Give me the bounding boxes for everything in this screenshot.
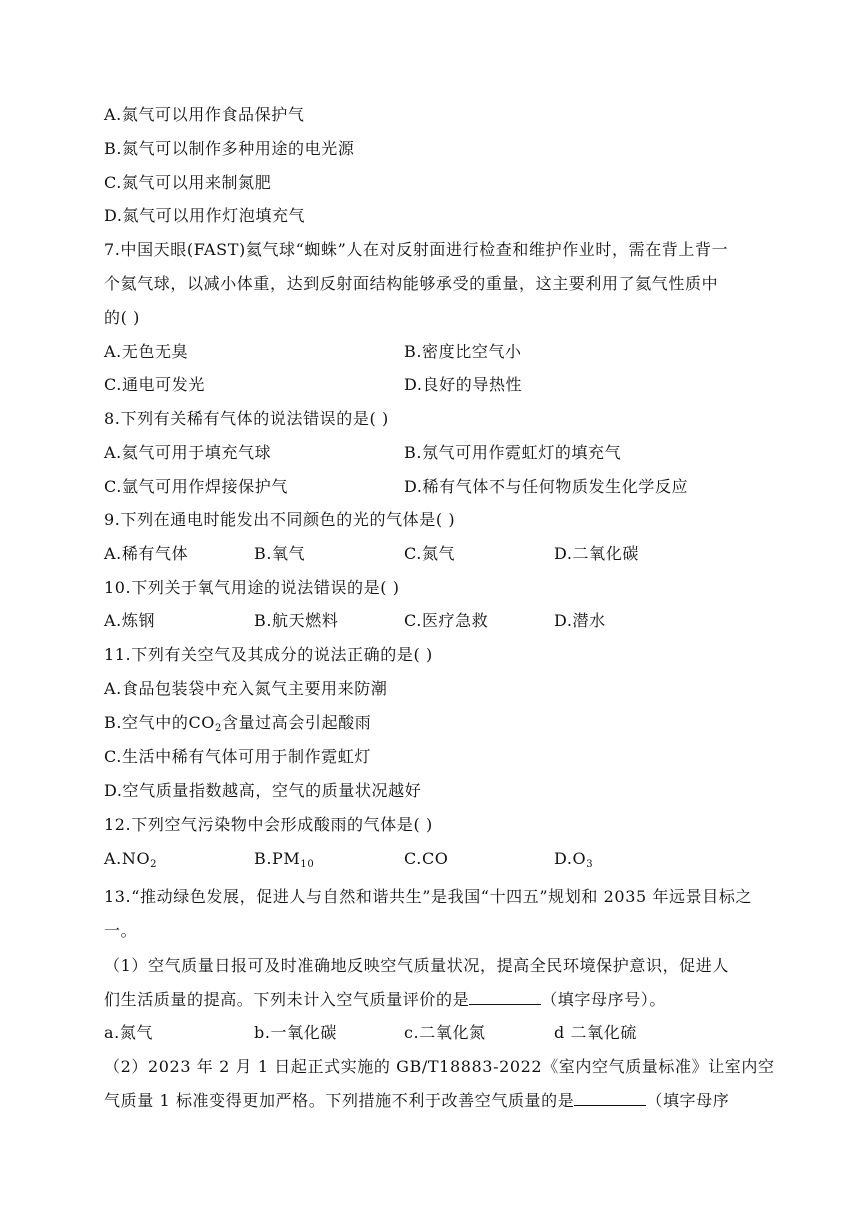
q9-option-a: A.稀有气体	[104, 544, 189, 563]
q11-stem: 11.下列有关空气及其成分的说法正确的是( )	[104, 645, 433, 664]
q11-option-c: C.生活中稀有气体可用于制作霓虹灯	[104, 747, 371, 766]
q8-options-row-1	[104, 442, 764, 464]
answer-blank[interactable]	[469, 989, 541, 1005]
q9-option-b: B.氧气	[254, 544, 306, 563]
q7-stem-line-3: 的( )	[104, 308, 140, 327]
q7-stem-line-1: 7.中国天眼(FAST)氦气球“蜘蛛”人在对反射面进行检查和维护作业时，需在背上背一	[104, 240, 729, 259]
q12-stem: 12.下列空气污染物中会形成酸雨的气体是( )	[104, 815, 433, 834]
q8-option-c: C.氩气可用作焊接保护气	[104, 477, 288, 496]
q7-option-a: A.无色无臭	[104, 342, 189, 361]
q10-option-d: D.潜水	[554, 611, 606, 630]
q13-stem-line-1: 13.“推动绿色发展，促进人与自然和谐共生”是我国“十四五”规划和 2035 年远景目标之	[104, 887, 753, 906]
q13-part1-line-1: （1）空气质量日报可及时准确地反映空气质量状况，提高全民环境保护意识，促进人	[104, 956, 729, 975]
q10-options	[104, 610, 764, 632]
q12-option-c: C.CO	[404, 849, 449, 868]
q8-stem: 8.下列有关稀有气体的说法错误的是( )	[104, 409, 389, 428]
q7-options-row-2	[104, 374, 764, 396]
q6-option-c: C.氮气可以用来制氮肥	[104, 173, 272, 192]
q13-choice-a: a.氮气	[104, 1023, 154, 1042]
q7-stem-line-2: 个氦气球，以减小体重，达到反射面结构能够承受的重量，这主要利用了氦气性质中	[104, 274, 719, 293]
q7-option-c: C.通电可发光	[104, 375, 205, 394]
q13-choice-b: b.一氧化碳	[254, 1023, 337, 1042]
q9-options	[104, 543, 764, 565]
q11-option-d: D.空气质量指数越高，空气的质量状况越好	[104, 781, 422, 800]
q13-choice-d: d 二氧化硫	[554, 1023, 637, 1042]
q10-option-b: B.航天燃料	[254, 611, 339, 630]
q9-stem: 9.下列在通电时能发出不同颜色的光的气体是( )	[104, 510, 456, 529]
q11-option-b	[104, 712, 764, 734]
q6-option-b: B.氮气可以制作多种用途的电光源	[104, 139, 355, 158]
q13-part1-line-2: 们生活质量的提高。下列未计入空气质量评价的是 （填字母序号）。	[104, 990, 667, 1009]
q12-options	[104, 848, 764, 870]
q10-stem: 10.下列关于氧气用途的说法错误的是( )	[104, 578, 400, 597]
q11-option-a: A.食品包装袋中充入氮气主要用来防潮	[104, 679, 388, 698]
q6-option-a: A.氮气可以用作食品保护气	[104, 105, 305, 124]
q13-part2-line-2: 气质量 1 标准变得更加严格。下列措施不利于改善空气质量的是 （填字母序	[104, 1091, 730, 1110]
q10-option-a: A.炼钢	[104, 611, 156, 630]
q12-option-b: $B.PM_{10}$	[254, 849, 315, 870]
q7-option-d: D.良好的导热性	[404, 375, 523, 394]
q10-option-c: C.医疗急救	[404, 611, 489, 630]
q13-choice-c: c.二氧化氮	[404, 1023, 486, 1042]
answer-blank[interactable]	[574, 1090, 646, 1106]
q11-option-b-prefix: B.空气中的	[104, 713, 189, 732]
q13-stem-line-2: 一。	[104, 921, 138, 940]
q7-options-row-1	[104, 341, 764, 363]
q6-option-d: D.氮气可以用作灯泡填充气	[104, 206, 306, 225]
q11-option-b-suffix: 含量过高会引起酸雨	[221, 713, 372, 732]
co2-formula: $CO_2$	[188, 713, 222, 734]
q9-option-c: C.氮气	[404, 544, 456, 563]
q8-option-d: D.稀有气体不与任何物质发生化学反应	[404, 477, 689, 496]
q12-option-d: $D.O_3$	[554, 849, 594, 870]
q8-option-a: A.氦气可用于填充气球	[104, 443, 272, 462]
q13-part1-choices	[104, 1022, 764, 1044]
q13-part2-line-1: （2）2023 年 2 月 1 日起正式实施的 GB/T18883-2022《室内空气质量标准》让室内空	[104, 1057, 775, 1076]
q9-option-d: D.二氧化碳	[554, 544, 639, 563]
q12-option-a: $A.NO_2$	[104, 849, 158, 870]
q7-option-b: B.密度比空气小	[404, 342, 522, 361]
q8-option-b: B.氖气可用作霓虹灯的填充气	[404, 443, 622, 462]
q8-options-row-2	[104, 476, 764, 498]
